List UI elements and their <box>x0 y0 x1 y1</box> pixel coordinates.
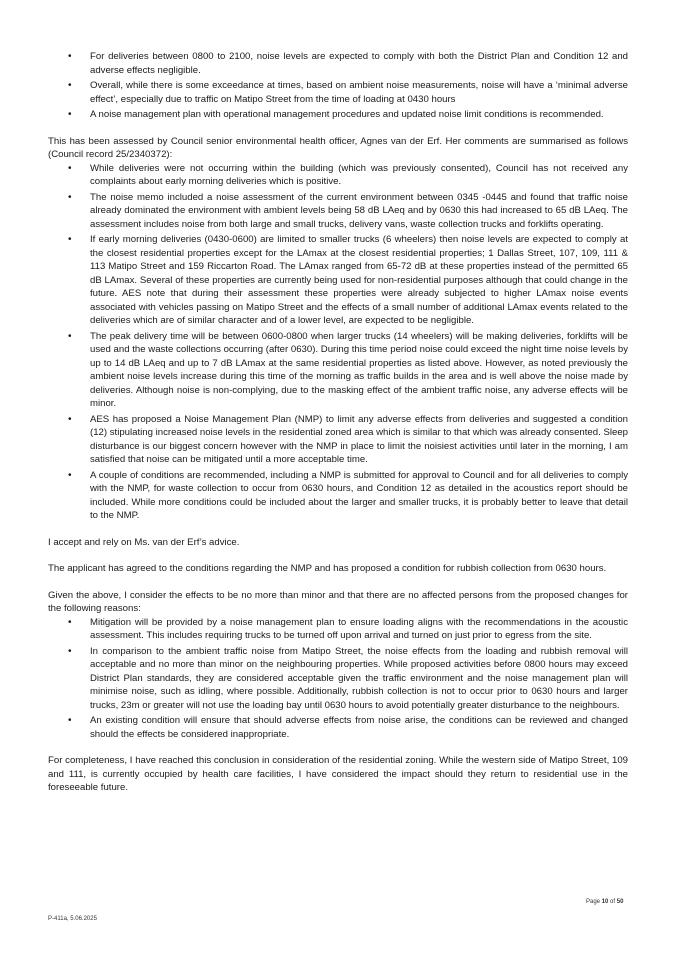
list-item: • Mitigation will be provided by a noise management plan to ensure loading aligns with the recommendations in the acoustic assessment. This includes requiring trucks to be turned off upon arrival and turned on just prior to egress from the site. <box>48 616 628 643</box>
applicant-agreement-paragraph: The applicant has agreed to the conditions regarding the NMP and has proposed a condition for rubbish collection from 0630 hours. <box>48 563 607 574</box>
council-assessment-paragraph: This has been assessed by Council senior environmental health officer, Agnes van der Erf. Her comments are summarised as follows (Council record 25/2340372): <box>48 135 628 160</box>
list-item: • The peak delivery time will be between 0600-0800 when larger trucks (14 wheelers) will be making deliveries, forklifts will be used and the waste collections occurring (after 0630). During this time period noise could exceed the night time noise levels by up to 14 dB LAeq and up to 7 dB LAmax at the same residential properties as listed above. However, as noted previously the ambient noise levels increase during this time of the morning as traffic builds in the area and is well above the noise made by deliveries. Although noise is non-complying, due to the masking effect of the ambient traffic noise, any adverse effects will be minor. <box>48 330 628 411</box>
list-item: • The noise memo included a noise assessment of the current environment between 0345 -0445 and found that traffic noise already dominated the environment with ambient levels being 58 dB LAeq and by 0630 this had increased to 65 dB LAeq. The assessment includes noise from both large and small trucks, delivery vans, waste collection trucks and forklifts operating. <box>48 191 628 232</box>
list-item: • For deliveries between 0800 to 2100, noise levels are expected to comply with both the District Plan and Condition 12 and adverse effects negligible. <box>48 50 628 77</box>
total-pages: 50 <box>616 899 624 905</box>
page-number <box>586 899 623 905</box>
document-reference: P-411a, 5.06.2025 <box>48 916 97 922</box>
completeness-paragraph: For completeness, I have reached this conclusion in consideration of the residential zoning. While the western side of Matipo Street, 109 and 111, is currently occupied by health care facilities, I have considered the impact should they return to residential use in the foreseeable future. <box>48 755 628 793</box>
current-page: 10 <box>601 899 609 905</box>
list-item: • An existing condition will ensure that should adverse effects from noise arise, the conditions can be reviewed and changed should the effects be considered inappropriate. <box>48 714 628 741</box>
document-body <box>48 50 628 795</box>
list-item: • A noise management plan with operational management procedures and updated noise limit conditions is recommended. <box>48 108 628 122</box>
reasons-bullet-list <box>48 616 628 742</box>
list-item: • In comparison to the ambient traffic noise from Matipo Street, the noise effects from the loading and rubbish removal will acceptable and no more than minor on the neighbouring properties. While proposed activities before 0800 hours may exceed District Plan standards, they are considered acceptable given the traffic environment and the noise management plan will minimise noise, such as idling, where possible. Additionally, rubbish collection is not to occur prior to 0630 hours and larger trucks, 23m or greater will not use the loading bay until 0630 hours to avoid potentially greater disturbance to the neighbours. <box>48 645 628 713</box>
council-bullet-list <box>48 162 628 523</box>
conclusion-paragraph: Given the above, I consider the effects to be no more than minor and that there are no affected persons from the proposed changes for the following reasons: <box>48 589 628 614</box>
list-item: • A couple of conditions are recommended, including a NMP is submitted for approval to Council and for all deliveries to comply with the NMP, for waste collection to occur from 0630 hours, and Condition 12 as detailed in the acoustics report should be included. While more conditions could be included about the larger and smaller trucks, it is probably better to leave that detail to the NMP. <box>48 469 628 523</box>
list-item: • AES has proposed a Noise Management Plan (NMP) to limit any adverse effects from deliveries and suggested a condition (12) stipulating increased noise levels in the residential zoned area which is similar to that which was already consented. Sleep disturbance is our biggest concern however with the NMP in place to limit the noisiest activities until later in the morning, I am satisfied that noise can be mitigated until a more acceptable time. <box>48 413 628 467</box>
list-item: • Overall, while there is some exceedance at times, based on ambient noise measurements, noise will have a ‘minimal adverse effect’, especially due to traffic on Matipo Street from the time of loading at 0430 hours <box>48 79 628 106</box>
accept-advice-paragraph: I accept and rely on Ms. van der Erf’s advice. <box>48 536 240 548</box>
list-item: • While deliveries were not occurring within the building (which was previously consented), Council has not received any complaints about early morning deliveries which is positive. <box>48 162 628 189</box>
list-item: • If early morning deliveries (0430-0600) are limited to smaller trucks (6 wheelers) then noise levels are expected to comply at the closest residential properties except for the LAmax at the closest residential properties; 1 Dallas Street, 107, 109, 111 & 113 Matipo Street and 159 Riccarton Road. The LAmax ranged from 65-72 dB at these properties instead of the permitted 65 dB LAmax. Several of these properties are currently being used for non-residential purposes although that could change in the future. AES note that during their assessment these properties were already subjected to higher LAmax noise events associated with vehicles passing on Matipo Street and the effects of a small number of additional LAmax events related to the deliveries which are of similar character and of a lower level, are expected to be negligible. <box>48 233 628 328</box>
of-word: of <box>610 899 616 905</box>
intro-bullet-list <box>48 50 628 122</box>
page-word: Page <box>586 899 601 905</box>
